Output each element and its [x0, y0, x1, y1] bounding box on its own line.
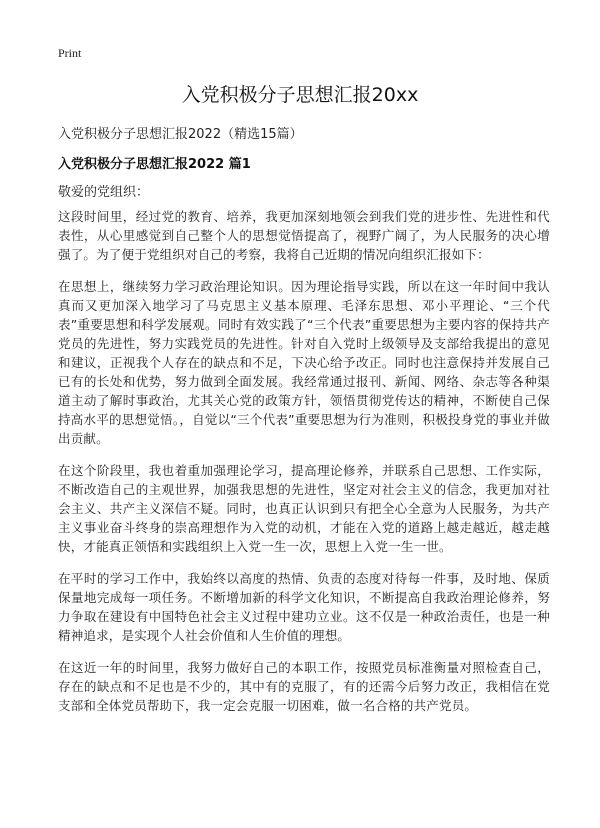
document-subtitle: 入党积极分子思想汇报2022（精选15篇） — [58, 127, 303, 142]
paragraph-ideology: 在思想上，继续努力学习政治理论知识。因为理论指导实践，所以在这一年时间中我认真而又更加深入地学习了马克思主义基本原理、毛泽东思想、邓小平理论、“三个代表”重要思想和科学发展观。同时有效实践了“三个代表”重要思想为主要内容的保持共产党员的先进性，努力实践党员的先进性。针对自入党时上级领导及支部给我提出的意见和建议，正视我个人存在的缺点和不足，下决心给予改正。同时也注意保持并发展自己已有的长处和优势，努力做到全面发展。我经常通过报刊、新闻、网络、杂志等各种渠道主动了解时事政治，尤其关心党的政策方针，领悟贯彻党传达的精神，不断使自己保持高水平的思想觉悟。，自觉以“三个代表”重要思想为行为准则，积极投身党的事业并做出贡献。 — [58, 279, 550, 446]
section-heading: 入党积极分子思想汇报2022 篇1 — [58, 157, 251, 172]
paragraph-intro: 这段时间里，经过党的教育、培养，我更加深刻地领会到我们党的进步性、先进性和代表性，从心里感觉到自己整个人的思想觉悟提高了，视野广阔了，为人民服务的决心增强了。为了便于党组织对自己的考察，我将自己近期的情况向组织汇报如下： — [58, 209, 550, 262]
paragraph-work-attitude: 在平时的学习工作中，我始终以高度的热情、负责的态度对待每一件事，及时地、保质保量地完成每一项任务。不断增加新的科学文化知识，不断提高自我政治理论修养，努力争取在建设有中国特色社会主义过程中建功立业。这不仅是一种政治责任，也是一种精神追求，是实现个人社会价值和人生价值的理想。 — [58, 571, 550, 643]
document-title: 入党积极分子思想汇报20xx — [181, 84, 419, 106]
paragraph-theory-study: 在这个阶段里，我也着重加强理论学习，提高理论修养，并联系自己思想、工作实际，不断改造自己的主观世界，加强我思想的先进性，坚定对社会主义的信念，我更加对社会主义、共产主义深信不疑。同时，也真正认识到只有把全心全意为人民服务，为共产主义事业奋斗终身的崇高理想作为入党的动机，才能在入党的道路上越走越近，越走越快，才能真正领悟和实践组织上入党一生一次，思想上入党一生一世。 — [58, 463, 550, 554]
print-label: Print — [58, 46, 82, 60]
body-text — [58, 207, 550, 728]
paragraph-self-review: 在这近一年的时间里，我努力做好自己的本职工作，按照党员标准衡量对照检查自己，存在的缺点和不足也是不少的，其中有的克服了，有的还需今后努力改正，我相信在党支部和全体党员帮助下，我一定会克服一切困难，做一名合格的共产党员。 — [58, 660, 550, 713]
greeting: 敬爱的党组织： — [58, 185, 150, 200]
